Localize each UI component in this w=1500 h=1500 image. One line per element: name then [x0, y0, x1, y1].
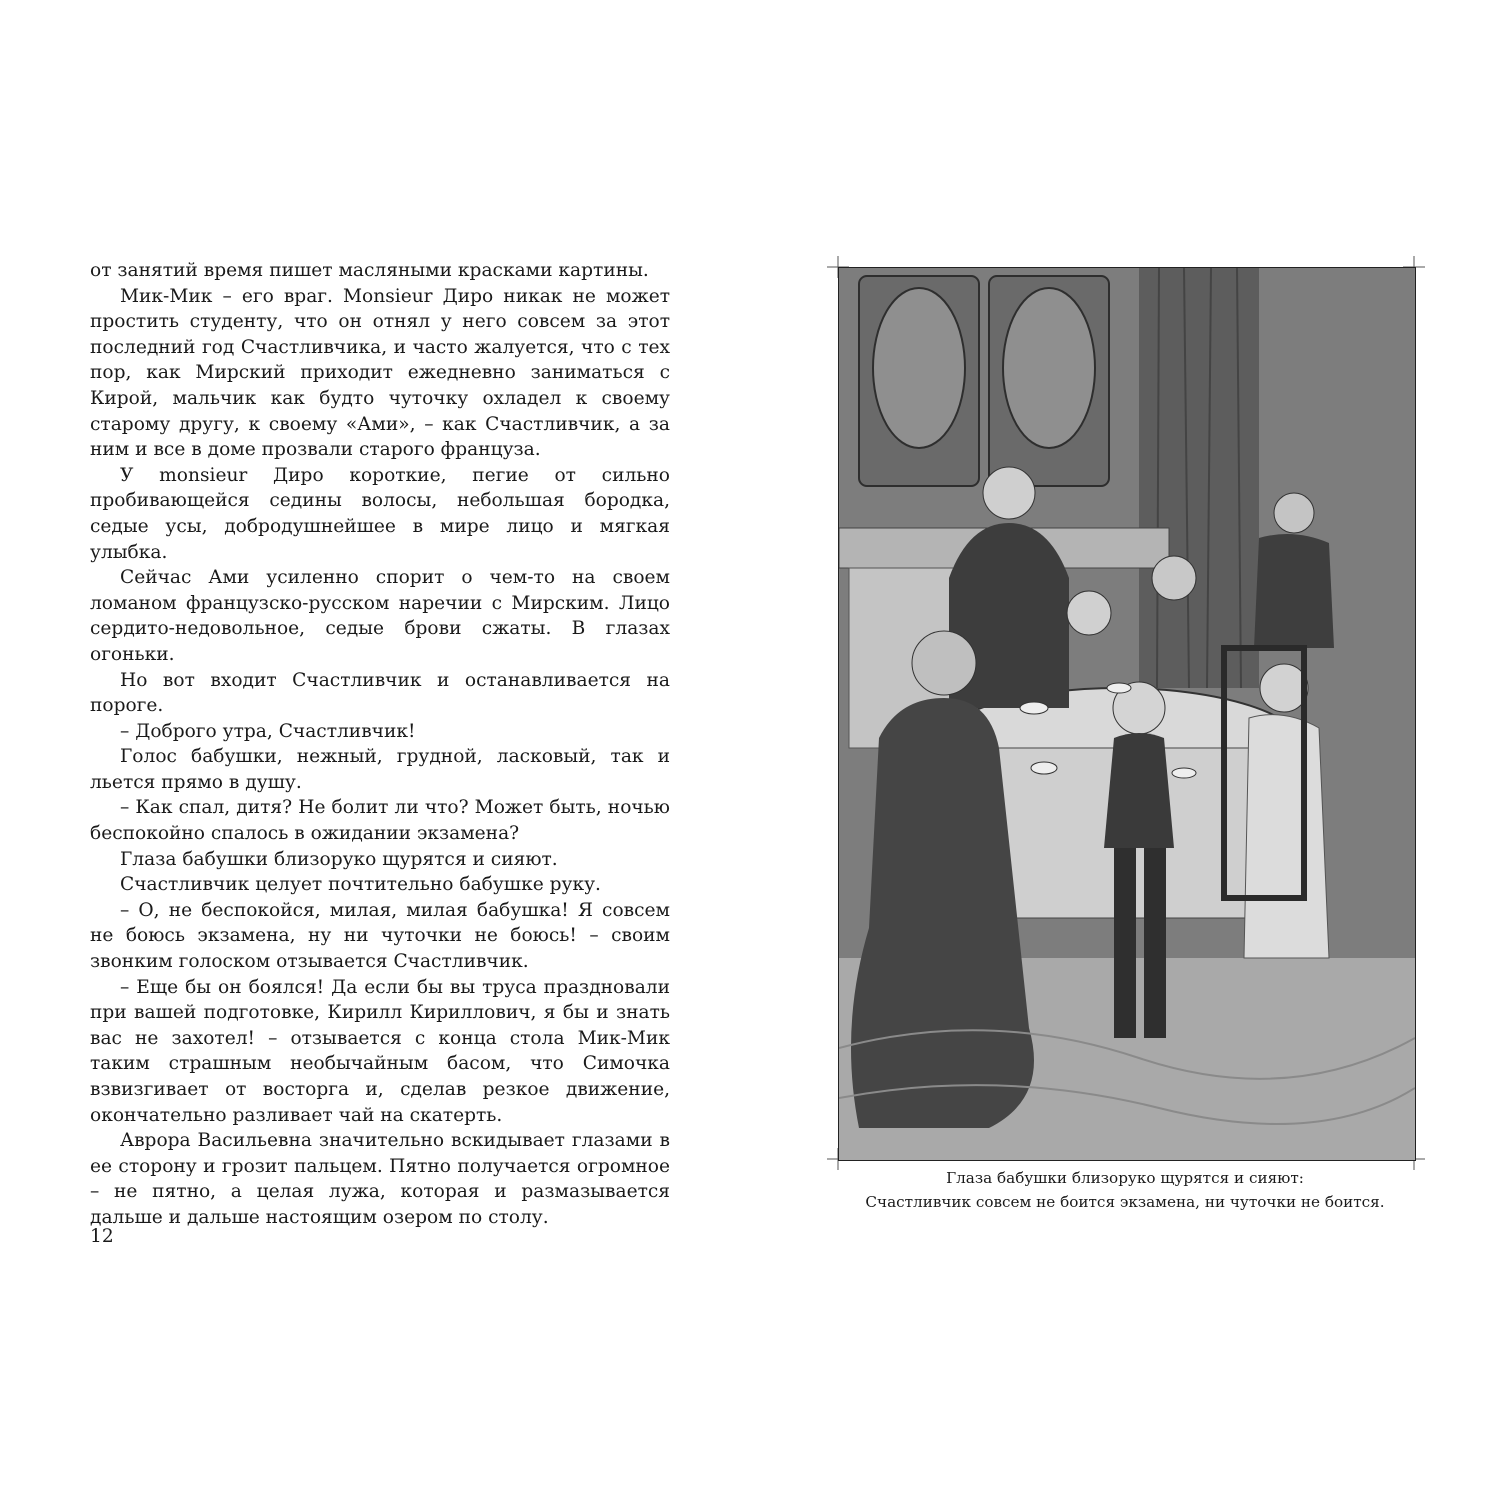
paragraph: Счастливчик целует почтительно бабушке руку. [120, 874, 601, 896]
caption-line: Счастливчик совсем не боится экзамена, ни чуточки не боится. [865, 1193, 1385, 1211]
paragraph: – Доброго утра, Счастливчик! [120, 720, 416, 742]
paragraph: Голос бабушки, нежный, грудной, ласковый, так и льется прямо в душу. [90, 746, 670, 793]
engraving-drawing [839, 268, 1415, 1160]
text-page [90, 258, 670, 1231]
engraving-illustration [838, 267, 1416, 1161]
paragraph: – Еще бы он боялся! Да если бы вы труса праздновали при вашей подготовке, Кирилл Кириллович, я бы и знать вас не захотел! – отзывается с конца стола Мик-Мик таким страшным необычайным басом, что Симочка взвизгивает от восторга и, сделав резкое движение, окончательно разливает чай на скатерть. [90, 976, 670, 1126]
child-right [1260, 664, 1308, 712]
paragraph: – О, не беспокойся, милая, милая бабушка! Я совсем не боюсь экзамена, ну ни чуточки не боюсь! – своим звонким голоском отзывается Счастливчик. [90, 899, 670, 973]
paragraph: Мик-Мик – его враг. Monsieur Диро никак не может простить студенту, что он отнял у него совсем за этот последний год Счастливчика, и часто жалуется, что с тех пор, как Мирский приходит ежедневно заниматься с Кирой, мальчик как будто чуточку охладел к своему старому другу, к своему «Ами», – как Счастливчик, а за ним и все в доме прозвали старого француза. [90, 285, 670, 461]
servant [1274, 493, 1314, 533]
paragraph: Сейчас Ами усиленно спорит о чем-то на своем ломаном французско-русском наречии с Мирским. Лицо сердито-недовольное, седые брови сжаты. В глазах огоньки. [90, 567, 670, 665]
illustration-caption [790, 1166, 1460, 1214]
page-number: 12 [90, 1226, 114, 1247]
caption-line: Глаза бабушки близоруко щурятся и сияют: [946, 1169, 1304, 1187]
paragraph: Но вот входит Счастливчик и останавливается на пороге. [90, 669, 670, 717]
paragraph: – Как спал, дитя? Не болит ли что? Может быть, ночью беспокойно спалось в ожидании экзамена? [90, 797, 670, 845]
woman [1152, 556, 1196, 600]
illustration-frame [827, 256, 1425, 1170]
girl [1067, 591, 1111, 635]
standing-man [983, 467, 1035, 519]
paragraph: Аврора Васильевна значительно вскидывает глазами в ее сторону и грозит пальцем. Пятно получается огромное – не пятно, а целая лужа, которая и размазывается дальше и дальше настоящим озером по столу. [90, 1130, 670, 1228]
grandmother [912, 631, 976, 695]
paragraph: от занятий время пишет масляными красками картины. [90, 260, 649, 281]
paragraph: Глаза бабушки близоруко щурятся и сияют. [120, 848, 558, 870]
paragraph: У monsieur Диро короткие, пегие от сильно пробивающейся седины волосы, небольшая бородка, седые усы, добродушнейшее в мире лицо и мягкая улыбка. [90, 464, 670, 563]
